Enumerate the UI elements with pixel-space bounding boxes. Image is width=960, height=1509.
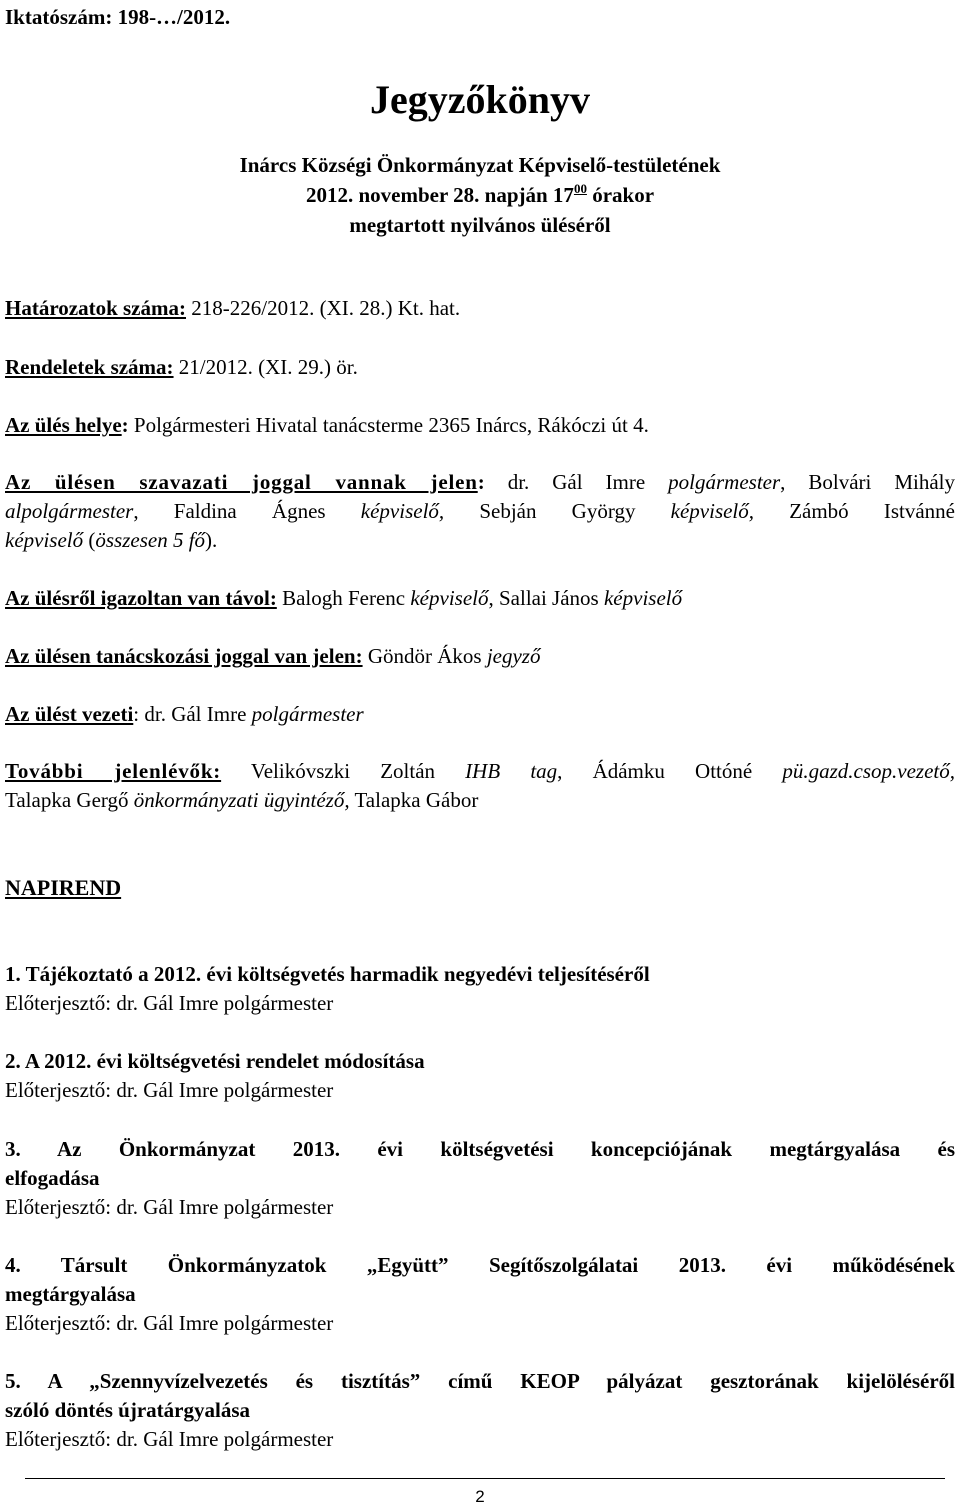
member-zambo-role: képviselő xyxy=(5,528,84,552)
advisory-line xyxy=(5,642,955,671)
member-mayor-name: dr. Gál Imre xyxy=(507,470,669,494)
venue-value: Polgármesteri Hivatal tanácsterme 2365 Inárcs, Rákóczi út 4. xyxy=(128,413,649,437)
meeting-time-suffix: órakor xyxy=(586,183,655,207)
footer-divider xyxy=(25,1478,945,1479)
absent-sallai-role: képviselő xyxy=(603,586,683,610)
filing-number: Iktatószám: 198-…/2012. xyxy=(5,5,231,29)
member-faldina-role: képviselő, xyxy=(360,499,445,523)
member-sebjan-role: képviselő, xyxy=(670,499,755,523)
total-open: ( xyxy=(83,528,96,552)
agenda-item-1 xyxy=(5,960,955,1018)
meeting-minutes: 00 xyxy=(573,181,587,196)
decrees-value: 21/2012. (XI. 29.) ör. xyxy=(173,355,358,379)
subtitle-line-3: megtartott nyilvános üléséről xyxy=(349,213,611,237)
agenda-item-3 xyxy=(5,1135,955,1222)
members-total: összesen 5 fő xyxy=(95,528,206,552)
subtitle-line-1: Inárcs Községi Önkormányzat Képviselő-testületének xyxy=(239,153,721,177)
agenda-item-4 xyxy=(5,1251,955,1338)
subtitle-line-2 xyxy=(5,180,955,210)
venue-line xyxy=(5,411,955,440)
others-velikovszki-role: IHB tag xyxy=(465,759,558,783)
agenda-item-title-cont: elfogadása xyxy=(5,1166,100,1190)
chair-label: Az ülést vezeti xyxy=(5,702,134,726)
others-talapka-gergo-role: önkormányzati ügyintéző, xyxy=(133,788,350,812)
others-line-2 xyxy=(5,786,955,815)
venue-colon: : xyxy=(121,413,129,437)
document-title: Jegyzőkönyv xyxy=(370,77,590,122)
document-subtitle xyxy=(5,150,955,240)
absent-label: Az ülésről igazoltan van távol: xyxy=(5,586,277,610)
agenda-item-title: 4. Társult Önkormányzatok „Együtt” Segítőszolgálatai 2013. évi működésének xyxy=(5,1253,955,1277)
agenda-item-2 xyxy=(5,1047,955,1105)
member-deputy-name: , Bolvári Mihály xyxy=(780,470,956,494)
agenda-item-title: 2. A 2012. évi költségvetési rendelet módosítása xyxy=(5,1049,425,1073)
others-adamku-role: pü.gazd.csop.vezető, xyxy=(782,759,955,783)
agenda-item-presenter: Előterjesztő: dr. Gál Imre polgármester xyxy=(5,1427,334,1451)
resolutions-label: Határozatok száma: xyxy=(5,296,186,320)
chair-role: polgármester xyxy=(251,702,364,726)
resolutions-line xyxy=(5,294,955,323)
others-paragraph xyxy=(5,757,955,815)
member-faldina-name: , Faldina Ágnes xyxy=(133,499,361,523)
others-line-1 xyxy=(5,757,955,786)
decrees-line xyxy=(5,353,955,382)
agenda-heading: NAPIREND xyxy=(5,875,122,900)
voting-members-line-2 xyxy=(5,497,955,526)
absent-balogh-name: Balogh Ferenc xyxy=(276,586,411,610)
agenda-item-title-cont: megtárgyalása xyxy=(5,1282,136,1306)
voting-members-paragraph xyxy=(5,468,955,555)
resolutions-value: 218-226/2012. (XI. 28.) Kt. hat. xyxy=(186,296,461,320)
absent-balogh-role: képviselő xyxy=(410,586,489,610)
voting-members-line-3 xyxy=(5,526,955,555)
chair-line xyxy=(5,700,955,729)
member-zambo-name: Zámbó Istvánné xyxy=(754,499,956,523)
others-talapka-gabor-name: Talapka Gábor xyxy=(349,788,479,812)
agenda-item-title: 3. Az Önkormányzat 2013. évi költségvetési koncepciójának megtárgyalása és xyxy=(5,1137,955,1161)
total-close: ). xyxy=(205,528,218,552)
member-sebjan-name: Sebján György xyxy=(444,499,671,523)
advisory-label: Az ülésen tanácskozási joggal van jelen: xyxy=(5,644,363,668)
member-mayor-role: polgármester xyxy=(668,470,781,494)
advisory-name: Göndör Ákos xyxy=(362,644,487,668)
page-number: 2 xyxy=(475,1487,485,1506)
advisory-role: jegyző xyxy=(486,644,541,668)
agenda-item-presenter: Előterjesztő: dr. Gál Imre polgármester xyxy=(5,991,334,1015)
others-label: További jelenlévők: xyxy=(5,759,222,783)
others-talapka-gergo-name: Talapka Gergő xyxy=(5,788,134,812)
agenda-item-title: 5. A „Szennyvízelvezetés és tisztítás” című KEOP pályázat gesztorának kijelöléséről xyxy=(5,1369,955,1393)
agenda-item-5 xyxy=(5,1367,955,1454)
agenda-item-presenter: Előterjesztő: dr. Gál Imre polgármester xyxy=(5,1078,334,1102)
venue-label: Az ülés helye xyxy=(5,413,122,437)
others-adamku-name: , Ádámku Ottóné xyxy=(557,759,783,783)
agenda-item-title-cont: szóló döntés újratárgyalása xyxy=(5,1398,250,1422)
chair-name: : dr. Gál Imre xyxy=(133,702,252,726)
voting-members-label: Az ülésen szavazati joggal vannak jelen xyxy=(5,470,478,494)
absent-sallai-name: , Sallai János xyxy=(488,586,604,610)
absent-line xyxy=(5,584,955,613)
decrees-label: Rendeletek száma: xyxy=(5,355,174,379)
meeting-date: 2012. november 28. napján 17 xyxy=(305,183,574,207)
voting-members-colon: : xyxy=(477,470,508,494)
agenda-item-presenter: Előterjesztő: dr. Gál Imre polgármester xyxy=(5,1195,334,1219)
document-page xyxy=(5,0,955,1509)
member-deputy-role: alpolgármester xyxy=(5,499,134,523)
voting-members-line-1 xyxy=(5,468,955,497)
others-velikovszki-name: Velikóvszki Zoltán xyxy=(221,759,466,783)
agenda-item-presenter: Előterjesztő: dr. Gál Imre polgármester xyxy=(5,1311,334,1335)
agenda-item-title: 1. Tájékoztató a 2012. évi költségvetés harmadik negyedévi teljesítéséről xyxy=(5,962,650,986)
